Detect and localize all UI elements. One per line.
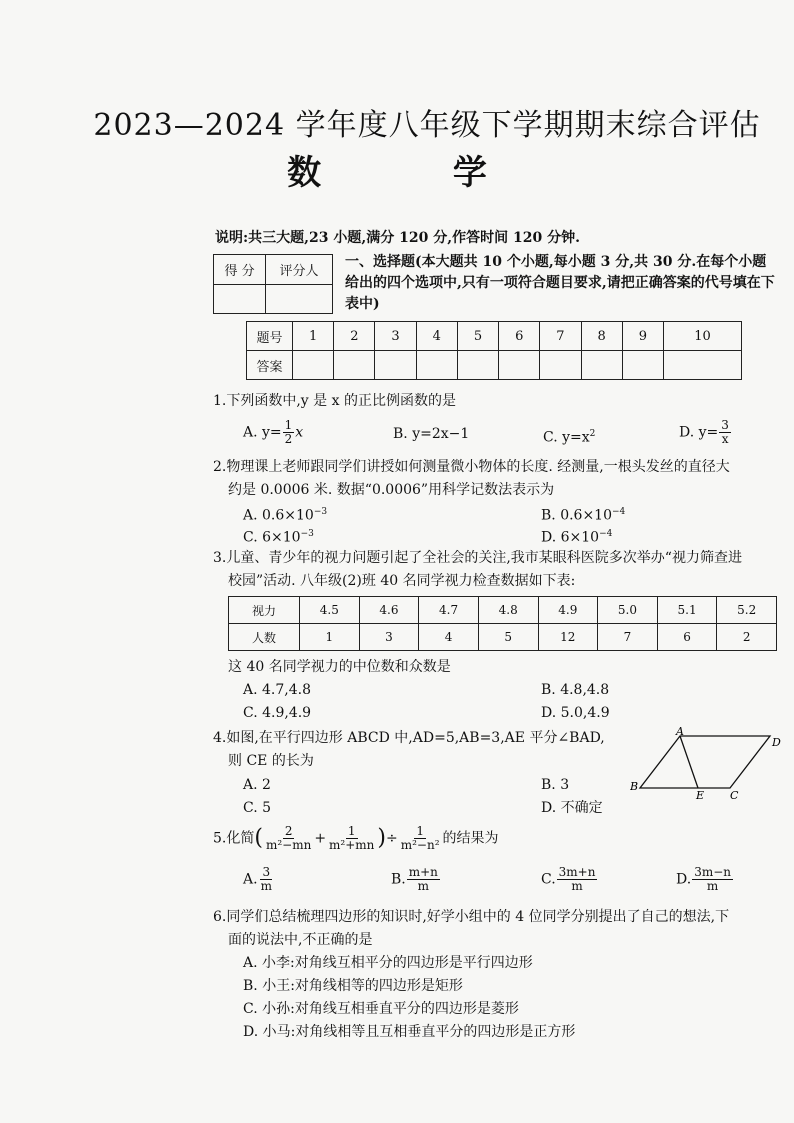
parallelogram-abcd	[640, 736, 770, 788]
answer-table-answer-head: 答案	[247, 351, 293, 380]
answer-cell	[581, 351, 622, 380]
count-label: 人数	[229, 624, 300, 651]
count-value: 1	[300, 624, 360, 651]
q5-option-b: B. $\frac{m+n}{m}$	[391, 865, 438, 893]
label-a: A	[676, 726, 684, 738]
answer-cell	[457, 351, 498, 380]
parallelogram-figure	[630, 726, 785, 801]
answer-cell	[334, 351, 375, 380]
q6-stem-line2: 面的说法中,不正确的是	[228, 932, 373, 948]
exam-note: 说明:共三大题,23 小题,满分 120 分,作答时间 120 分钟.	[215, 230, 580, 246]
score-label: 得 分	[214, 255, 266, 285]
answer-table-number: 9	[622, 322, 663, 351]
answer-table-number: 4	[416, 322, 457, 351]
q6-option-c: C. 小孙:对角线互相垂直平分的四边形是菱形	[243, 1001, 519, 1017]
answer-cell	[663, 351, 741, 380]
answer-table-number: 3	[375, 322, 416, 351]
q3-option-a: A. 4.7,4.8	[243, 682, 311, 698]
vision-label: 视力	[229, 597, 300, 624]
q3-option-b: B. 4.8,4.8	[541, 682, 610, 698]
q1-option-a: A. y= $\frac{1}{2}$ x	[243, 418, 304, 446]
q1-stem: 1.下列函数中,y 是 x 的正比例函数的是	[213, 393, 456, 409]
answer-table-number: 8	[581, 322, 622, 351]
grader-label: 评分人	[266, 255, 333, 285]
subject-title: 数 学	[287, 153, 547, 193]
label-d: D	[772, 736, 781, 749]
score-box	[213, 254, 333, 314]
count-value: 6	[657, 624, 717, 651]
q4-stem-line2: 则 CE 的长为	[228, 753, 314, 769]
q4-option-b: B. 3	[541, 777, 570, 793]
q2-option-c: C. $6\times 10^{-3}$	[243, 529, 314, 546]
answer-cell	[293, 351, 334, 380]
section-1-heading: 一、选择题(本大题共 10 个小题,每小题 3 分,共 30 分.在每个小题给出的四个选项中,只有一项符合题目要求,请把正确答案的代号填在下表中)	[345, 254, 775, 312]
segment-ae	[680, 736, 698, 788]
answer-cell	[375, 351, 416, 380]
count-value: 7	[598, 624, 658, 651]
answer-cell	[622, 351, 663, 380]
q2-option-a: A. $0.6\times 10^{-3}$	[243, 507, 328, 524]
q6-option-b: B. 小王:对角线相等的四边形是矩形	[243, 978, 463, 994]
q1-option-b: B. y=2x−1	[393, 426, 470, 442]
q3-option-d: D. 5.0,4.9	[541, 705, 610, 721]
count-value: 4	[419, 624, 479, 651]
label-c: C	[730, 789, 739, 801]
answer-table-number: 7	[540, 322, 581, 351]
q2-option-b: B. $0.6\times 10^{-4}$	[541, 507, 626, 524]
exam-title: 2023—2024 学年度八年级下学期期末综合评估	[93, 108, 761, 143]
answer-table-number: 2	[334, 322, 375, 351]
answer-table-number: 1	[293, 322, 334, 351]
q1-option-d: D. y= $\frac{3}{x}$	[679, 418, 729, 446]
q1-option-c: C. $y=x^2$	[543, 429, 596, 446]
q4-option-d: D. 不确定	[541, 800, 603, 816]
vision-value: 5.2	[717, 597, 777, 624]
answer-cell	[416, 351, 457, 380]
answer-table	[246, 321, 742, 380]
vision-value: 4.5	[300, 597, 360, 624]
q4-option-c: C. 5	[243, 800, 272, 816]
count-value: 3	[359, 624, 419, 651]
q6-option-a: A. 小李:对角线互相平分的四边形是平行四边形	[243, 955, 533, 971]
vision-value: 5.0	[598, 597, 658, 624]
q3-stem-line1: 3.儿童、青少年的视力问题引起了全社会的关注,我市某眼科医院多次举办“视力筛查进	[213, 550, 742, 566]
q5-stem: 5.化简( $\frac{2}{\text{m²−mn}}$ + $\frac{1}{\text{m²+mn}}$ )÷ $\frac{1}{\text{m²−n²}}$ 的结果为	[213, 824, 499, 852]
vision-value: 4.6	[359, 597, 419, 624]
q3-after: 这 40 名同学视力的中位数和众数是	[228, 659, 451, 675]
count-value: 5	[478, 624, 538, 651]
q5-option-c: C. $\frac{3m+n}{m}$	[541, 865, 596, 893]
score-cell	[214, 284, 266, 314]
count-value: 2	[717, 624, 777, 651]
answer-cell	[499, 351, 540, 380]
q4-option-a: A. 2	[243, 777, 271, 793]
q2-stem-line1: 2.物理课上老师跟同学们讲授如何测量微小物体的长度. 经测量,一根头发丝的直径大	[213, 459, 730, 475]
answer-cell	[540, 351, 581, 380]
count-value: 12	[538, 624, 598, 651]
q3-option-c: C. 4.9,4.9	[243, 705, 312, 721]
vision-value: 4.8	[478, 597, 538, 624]
label-e: E	[696, 789, 705, 801]
q5-option-a: A. $\frac{3}{m}$	[243, 865, 272, 893]
vision-value: 4.7	[419, 597, 479, 624]
vision-table	[228, 596, 777, 651]
answer-table-number: 6	[499, 322, 540, 351]
q2-option-d: D. $6\times 10^{-4}$	[541, 529, 613, 546]
answer-table-number: 5	[457, 322, 498, 351]
q4-stem-line1: 4.如图,在平行四边形 ABCD 中,AD=5,AB=3,AE 平分∠BAD,	[213, 730, 605, 746]
q6-option-d: D. 小马:对角线相等且互相垂直平分的四边形是正方形	[243, 1024, 576, 1040]
answer-table-number: 10	[663, 322, 741, 351]
q3-stem-line2: 校园”活动. 八年级(2)班 40 名同学视力检查数据如下表:	[228, 573, 576, 589]
answer-table-number-head: 题号	[247, 322, 293, 351]
vision-value: 4.9	[538, 597, 598, 624]
label-b: B	[630, 780, 639, 793]
vision-value: 5.1	[657, 597, 717, 624]
q6-stem-line1: 6.同学们总结梳理四边形的知识时,好学小组中的 4 位同学分别提出了自己的想法,下	[213, 909, 730, 925]
q5-option-d: D. $\frac{3m-n}{m}$	[676, 865, 731, 893]
q2-stem-line2: 约是 0.0006 米. 数据“0.0006”用科学记数法表示为	[228, 482, 555, 498]
grader-cell	[266, 284, 333, 314]
